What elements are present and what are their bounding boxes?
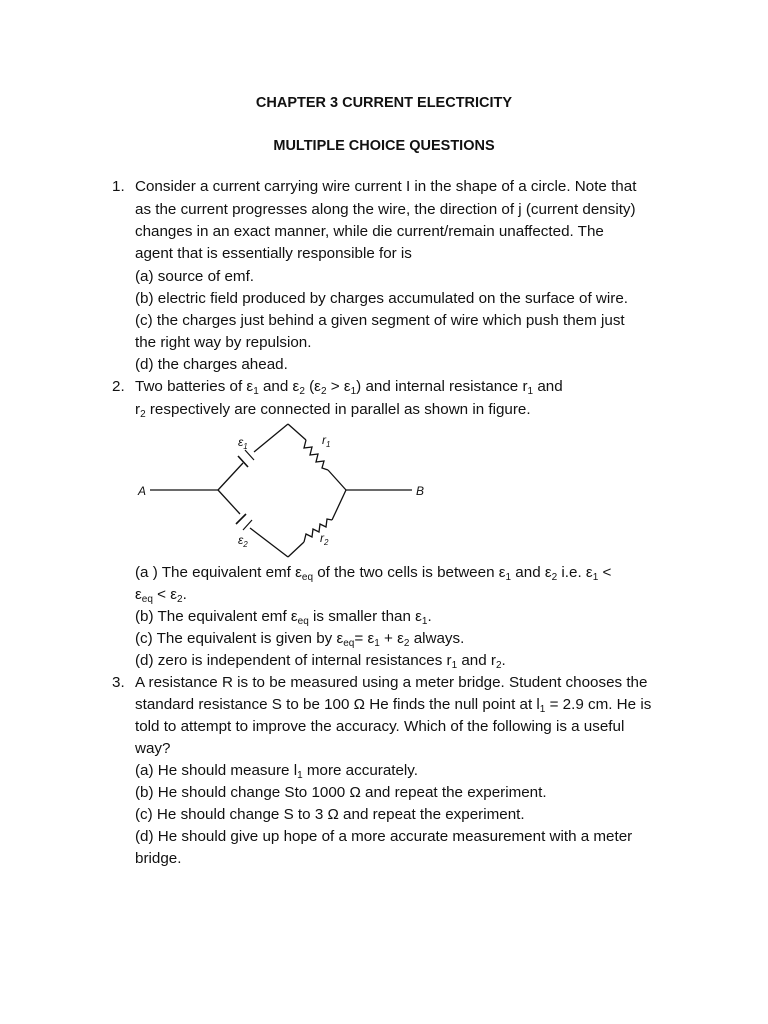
q3-option-b: (b) He should change Sto 1000 Ω and repeat the experiment. xyxy=(135,784,547,801)
q3-option-c: (c) He should change S to 3 Ω and repeat the experiment. xyxy=(135,806,525,823)
q3-text-line: A resistance R is to be measured using a meter bridge. Student chooses the xyxy=(135,674,648,691)
q1-text-line: as the current progresses along the wire, the direction of j (current density) xyxy=(135,201,636,218)
battery-e2-plate xyxy=(236,514,246,524)
q1-number: 1. xyxy=(112,178,125,195)
wire xyxy=(254,424,288,452)
q2-text-line: $r_2$ respectively are connected in parallel as shown in figure. xyxy=(135,401,531,420)
wire xyxy=(218,463,243,490)
q2-number: 2. xyxy=(112,378,125,395)
wire xyxy=(250,528,288,557)
wire xyxy=(288,542,304,557)
q3-text-line: way? xyxy=(135,740,171,757)
label-r1: $r_1$ xyxy=(322,433,331,449)
wire xyxy=(288,424,306,440)
wire xyxy=(332,490,346,520)
q2-text-line: Two batteries of $\varepsilon_1$ and $\varepsilon_2$ $(\varepsilon_2 > \varepsilon_1)$ and internal resistance $r_1$ and xyxy=(135,378,563,397)
battery-e1-plate xyxy=(238,456,248,467)
q1-option-a: (a) source of emf. xyxy=(135,268,255,285)
section-title: MULTIPLE CHOICE QUESTIONS xyxy=(273,138,495,154)
label-e2: $\varepsilon_2$ xyxy=(238,533,248,549)
battery-e1-plate xyxy=(245,450,254,460)
q2-option-d: (d) zero is independent of internal resistances $r_1$ and $r_2$. xyxy=(135,652,506,671)
q2-option-a-cont: $\varepsilon_{eq} < \varepsilon_2$. xyxy=(135,586,187,605)
wire xyxy=(328,470,346,490)
q1-option-b: (b) electric field produced by charges accumulated on the surface of wire. xyxy=(135,290,629,307)
q2-option-c: (c) The equivalent is given by $\varepsilon_{eq}= \varepsilon_1 + \varepsilon_2$ always. xyxy=(135,630,465,649)
q1-text-line: agent that is essentially responsible for is xyxy=(135,245,412,262)
circuit-diagram xyxy=(130,420,440,565)
q3-text-line: told to attempt to improve the accuracy. Which of the following is a useful xyxy=(135,718,625,735)
q1-option-c: (c) the charges just behind a given segment of wire which push them just xyxy=(135,312,625,329)
q1-option-c-cont: the right way by repulsion. xyxy=(135,334,312,351)
q1-option-d: (d) the charges ahead. xyxy=(135,356,288,373)
q3-text-line: standard resistance S to be 100 Ω He finds the null point at $l_1 = 2.9$ cm. He is xyxy=(135,696,652,715)
q2-option-b: (b) The equivalent emf $\varepsilon_{eq}$ is smaller than $\varepsilon_1$. xyxy=(135,608,432,627)
q1-text-line: Consider a current carrying wire current I in the shape of a circle. Note that xyxy=(135,178,637,195)
label-b: B xyxy=(416,484,425,498)
q2-option-a: (a ) The equivalent emf $\varepsilon_{eq}$ of the two cells is between $\varepsilon_1$ and $\varepsilon_2$ i.e. $\varepsilon_1$ < xyxy=(135,564,612,583)
label-e1: $\varepsilon_1$ xyxy=(238,435,248,451)
q3-option-d: (d) He should give up hope of a more accurate measurement with a meter xyxy=(135,828,633,845)
q1-text-line: changes in an exact manner, while die current/remain unaffected. The xyxy=(135,223,604,240)
label-r2: $r_2$ xyxy=(320,531,329,547)
chapter-title: CHAPTER 3 CURRENT ELECTRICITY xyxy=(255,95,513,111)
q3-option-d-cont: bridge. xyxy=(135,850,182,867)
q3-number: 3. xyxy=(112,674,125,691)
label-a: A xyxy=(138,484,147,498)
wire xyxy=(218,490,240,514)
q3-option-a: (a) He should measure $l_1$ more accurately. xyxy=(135,762,418,781)
